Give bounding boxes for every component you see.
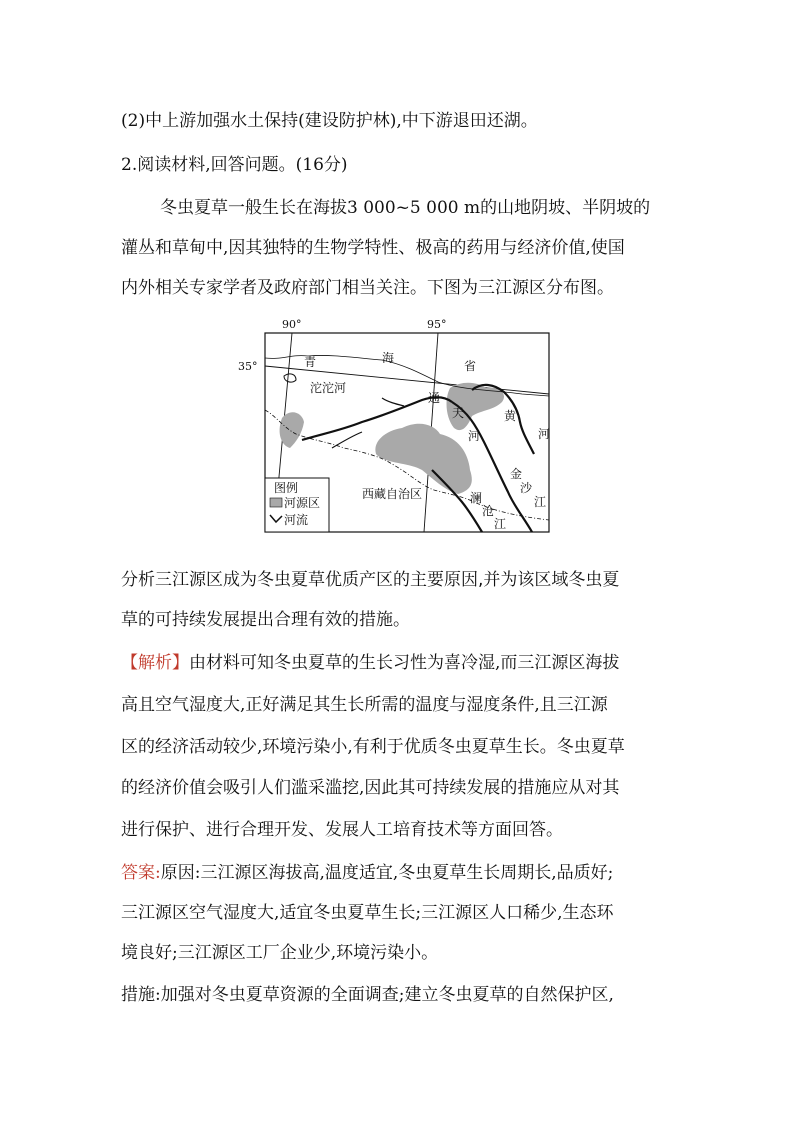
lat35-label: 35° — [238, 360, 258, 373]
legend-source-swatch — [270, 498, 282, 507]
label-jin: 金 — [510, 467, 523, 481]
answer-line-1 — [121, 858, 613, 883]
label-tuotuo: 沱沱河 — [310, 381, 347, 395]
label-huang: 黄 — [504, 409, 517, 423]
answer-measures: 措施:加强对冬虫夏草资源的全面调查;建立冬虫夏草的自然保护区, — [121, 985, 614, 1005]
label-cang: 沧 — [482, 504, 495, 518]
sanjiangyuan-map — [238, 318, 552, 535]
legend-source-label: 河源区 — [284, 496, 321, 510]
analysis-line-3: 区的经济活动较少,环境污染小,有利于优质冬虫夏草生长。冬虫夏草 — [121, 737, 625, 757]
prompt-line-2: 草的可持续发展提出合理有效的措施。 — [121, 610, 410, 630]
label-jiang2: 江 — [494, 517, 507, 531]
label-jiang: 江 — [534, 495, 547, 509]
analysis-line-1 — [121, 648, 619, 673]
material-line-3: 内外相关专家学者及政府部门相当关注。下图为三江源区分布图。 — [121, 278, 614, 298]
label-sha: 沙 — [520, 481, 533, 495]
top-line: (2)中上游加强水土保持(建设防护林),中下游退田还湖。 — [121, 111, 538, 131]
question-title: 2.阅读材料,回答问题。(16分) — [121, 155, 348, 175]
label-tian: 天 — [452, 406, 465, 420]
answer-tag: 答案: — [121, 863, 161, 883]
label-tibet: 西藏自治区 — [362, 487, 423, 501]
label-tong: 通 — [428, 391, 441, 405]
legend-river-label: 河流 — [284, 513, 309, 527]
lon90-label: 90° — [282, 318, 302, 331]
analysis-line-4: 的经济价值会吸引人们滥采滥挖,因此其可持续发展的措施应从对其 — [121, 778, 620, 798]
material-line-1: 冬虫夏草一般生长在海拔3 000~5 000 m的山地阴坡、半阴坡的 — [160, 198, 651, 218]
lon95-label: 95° — [427, 318, 447, 331]
prompt-line-1: 分析三江源区成为冬虫夏草优质产区的主要原因,并为该区域冬虫夏 — [121, 570, 620, 590]
label-qing: 青 — [304, 355, 317, 369]
analysis-tag: 【解析】 — [121, 653, 189, 673]
label-lan: 澜 — [470, 491, 483, 505]
label-sheng: 省 — [464, 359, 477, 373]
answer-text-1: 原因:三江源区海拔高,温度适宜,冬虫夏草生长周期长,品质好; — [160, 863, 614, 883]
answer-line-2: 三江源区空气湿度大,适宜冬虫夏草生长;三江源区人口稀少,生态环 — [121, 903, 614, 923]
material-line-2: 灌丛和草甸中,因其独特的生物学特性、极高的药用与经济价值,使国 — [121, 238, 625, 258]
label-he2: 河 — [538, 427, 551, 441]
analysis-line-5: 进行保护、进行合理开发、发展人工培育技术等方面回答。 — [121, 820, 563, 840]
analysis-line-2: 高且空气湿度大,正好满足其生长所需的温度与湿度条件,且三江源 — [121, 695, 608, 715]
label-hai: 海 — [382, 351, 395, 365]
analysis-text-1: 由材料可知冬虫夏草的生长习性为喜冷湿,而三江源区海拔 — [189, 653, 620, 673]
legend-title: 图例 — [274, 481, 299, 495]
label-he: 河 — [468, 429, 481, 443]
answer-line-3: 境良好;三江源区工厂企业少,环境污染小。 — [121, 943, 439, 963]
